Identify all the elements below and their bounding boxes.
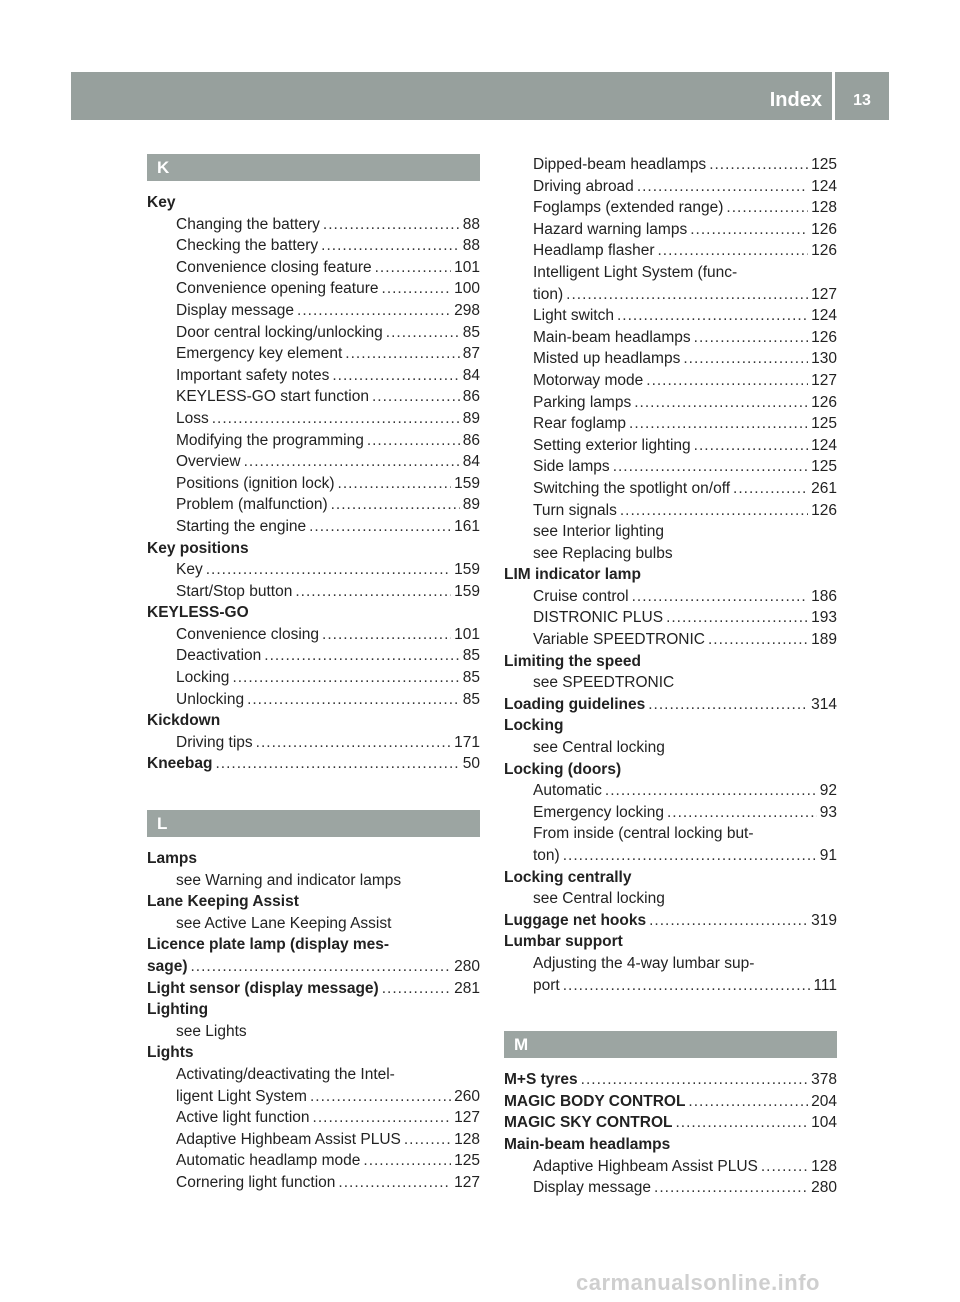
index-entry-licence-plate-lamp: Licence plate lamp (display mes- [147, 936, 390, 954]
locking-doors-subentries [504, 780, 837, 823]
see-reference: see Interior lighting [533, 523, 664, 541]
index-subentry: Dipped-beam headlamps ..... 125 [504, 154, 837, 176]
index-entry-key-positions: Key positions [147, 539, 249, 557]
index-entry-magic-body-control: MAGIC BODY CONTROL ..... 204 [504, 1091, 837, 1113]
section-header-m: M [504, 1031, 837, 1058]
index-entry-lim-indicator-lamp: LIM indicator lamp [504, 566, 641, 584]
lim-subentries [504, 586, 837, 651]
index-subentry: Door central locking/unlocking ..... 85 [147, 322, 480, 344]
keyless-go-subentries [147, 624, 480, 710]
index-subentry: Emergency key element ..... 87 [147, 343, 480, 365]
index-subentry: Modifying the programming ..... 86 [147, 430, 480, 452]
subentry-from-inside-cont: ton) ..... 91 [504, 845, 837, 867]
index-subentry: Overview ..... 84 [147, 451, 480, 473]
index-subentry: Headlamp flasher ..... 126 [504, 240, 837, 262]
index-entry-licence-plate-lamp-cont: sage) ..... 280 [147, 956, 480, 978]
index-subentry: Misted up headlamps ..... 130 [504, 348, 837, 370]
page-title: Index [769, 89, 822, 111]
index-entry-lumbar-support: Lumbar support [504, 933, 623, 951]
index-entry-light-sensor: Light sensor (display message) ..... 281 [147, 978, 480, 1000]
main-beam-subentries [504, 1156, 837, 1199]
index-subentry: Loss ..... 89 [147, 408, 480, 430]
kickdown-subentries [147, 732, 480, 754]
see-reference: see Replacing bulbs [533, 544, 673, 562]
index-entry-ms-tyres: M+S tyres ..... 378 [504, 1069, 837, 1091]
subentry-intelligent-light-system: Intelligent Light System (func- [533, 263, 738, 281]
index-subentry: Setting exterior lighting ..... 124 [504, 435, 837, 457]
index-subentry: Switching the spotlight on/off ..... 261 [504, 478, 837, 500]
key-positions-subentries [147, 559, 480, 602]
see-reference: see Central locking [533, 890, 665, 908]
index-subentry: Side lamps ..... 125 [504, 456, 837, 478]
index-entry-kickdown: Kickdown [147, 712, 221, 730]
lights-subentries-a [504, 154, 837, 262]
index-subentry: Adaptive Highbeam Assist PLUS ..... 128 [504, 1156, 837, 1178]
index-subentry: Checking the battery ..... 88 [147, 235, 480, 257]
lights-subentries-b [504, 305, 837, 521]
index-entry-keyless-go: KEYLESS-GO [147, 604, 249, 622]
subentry-activating-ils-cont: ligent Light System ..... 260 [147, 1086, 480, 1108]
index-subentry: Adaptive Highbeam Assist PLUS ..... 128 [147, 1129, 480, 1151]
index-subentry: Deactivation ..... 85 [147, 645, 480, 667]
index-entry-magic-sky-control: MAGIC SKY CONTROL ..... 104 [504, 1112, 837, 1134]
index-subentry: Key ..... 159 [147, 559, 480, 581]
index-subentry: Hazard warning lamps ..... 126 [504, 219, 837, 241]
index-entry-key: Key [147, 194, 176, 211]
index-subentry: Driving abroad ..... 124 [504, 176, 837, 198]
index-subentry: Turn signals ..... 126 [504, 500, 837, 522]
index-subentry: Driving tips ..... 171 [147, 732, 480, 754]
index-entry-kneebag: Kneebag ..... 50 [147, 753, 480, 775]
subentry-activating-ils: Activating/deactivating the Intel- [176, 1065, 395, 1083]
watermark: carmanualsonline.info [576, 1270, 820, 1295]
index-subentry: KEYLESS-GO start function ..... 86 [147, 386, 480, 408]
index-subentry: Start/Stop button ..... 159 [147, 581, 480, 603]
index-subentry: Starting the engine ..... 161 [147, 516, 480, 538]
index-column-right [504, 154, 837, 1199]
lights-subentries-left [147, 1107, 480, 1193]
index-entry-loading-guidelines: Loading guidelines ..... 314 [504, 694, 837, 716]
index-subentry: Cruise control ..... 186 [504, 586, 837, 608]
index-subentry: Display message ..... 298 [147, 300, 480, 322]
index-entry-luggage-net-hooks: Luggage net hooks ..... 319 [504, 910, 837, 932]
index-subentry: DISTRONIC PLUS ..... 193 [504, 607, 837, 629]
index-subentry: Automatic headlamp mode ..... 125 [147, 1150, 480, 1172]
index-subentry: Display message ..... 280 [504, 1177, 837, 1199]
index-entry-lane-keeping-assist: Lane Keeping Assist [147, 893, 299, 911]
index-subentry: Locking ..... 85 [147, 667, 480, 689]
index-subentry: Automatic ..... 92 [504, 780, 837, 802]
see-reference: see Warning and indicator lamps [176, 871, 402, 889]
index-subentry: Unlocking ..... 85 [147, 689, 480, 711]
index-subentry: Convenience closing ..... 101 [147, 624, 480, 646]
section-header-k: K [147, 154, 480, 181]
index-subentry: Convenience opening feature ..... 100 [147, 278, 480, 300]
index-subentry: Main-beam headlamps ..... 126 [504, 327, 837, 349]
page-number: 13 [853, 92, 871, 109]
section-header-l: L [147, 810, 480, 837]
index-subentry: Positions (ignition lock) ..... 159 [147, 473, 480, 495]
index-subentry: Foglamps (extended range) ..... 128 [504, 197, 837, 219]
key-subentries [147, 214, 480, 538]
index-entry-locking: Locking [504, 717, 564, 735]
subentry-adjusting-lumbar: Adjusting the 4-way lumbar sup- [533, 954, 755, 972]
index-subentry: Variable SPEEDTRONIC ..... 189 [504, 629, 837, 651]
see-reference: see SPEEDTRONIC [533, 674, 675, 692]
index-subentry: Cornering light function ..... 127 [147, 1172, 480, 1194]
index-subentry: Emergency locking ..... 93 [504, 802, 837, 824]
subentry-intelligent-light-system-cont: tion) ..... 127 [504, 284, 837, 306]
index-subentry: Rear foglamp ..... 125 [504, 413, 837, 435]
index-entry-lights: Lights [147, 1044, 194, 1062]
index-subentry: Active light function ..... 127 [147, 1107, 480, 1129]
index-subentry: Changing the battery ..... 88 [147, 214, 480, 236]
index-subentry: Important safety notes ..... 84 [147, 365, 480, 387]
see-reference: see Lights [176, 1022, 247, 1040]
index-entry-lighting: Lighting [147, 1001, 209, 1019]
index-subentry: Motorway mode ..... 127 [504, 370, 837, 392]
index-entry-lamps: Lamps [147, 850, 197, 868]
see-reference: see Active Lane Keeping Assist [176, 914, 392, 932]
index-subentry: Problem (malfunction) ..... 89 [147, 494, 480, 516]
index-subentry: Parking lamps ..... 126 [504, 392, 837, 414]
index-entry-locking-centrally: Locking centrally [504, 868, 632, 886]
see-reference: see Central locking [533, 739, 665, 757]
index-entry-locking-doors: Locking (doors) [504, 760, 622, 778]
subentry-from-inside: From inside (central locking but- [533, 825, 754, 843]
index-subentry: Light switch ..... 124 [504, 305, 837, 327]
index-column-left [147, 154, 480, 1194]
index-subentry: Convenience closing feature ..... 101 [147, 257, 480, 279]
index-entry-limiting-speed: Limiting the speed [504, 652, 641, 670]
subentry-adjusting-lumbar-cont: port ..... 111 [504, 975, 837, 997]
index-entry-main-beam-headlamps: Main-beam headlamps [504, 1135, 671, 1153]
